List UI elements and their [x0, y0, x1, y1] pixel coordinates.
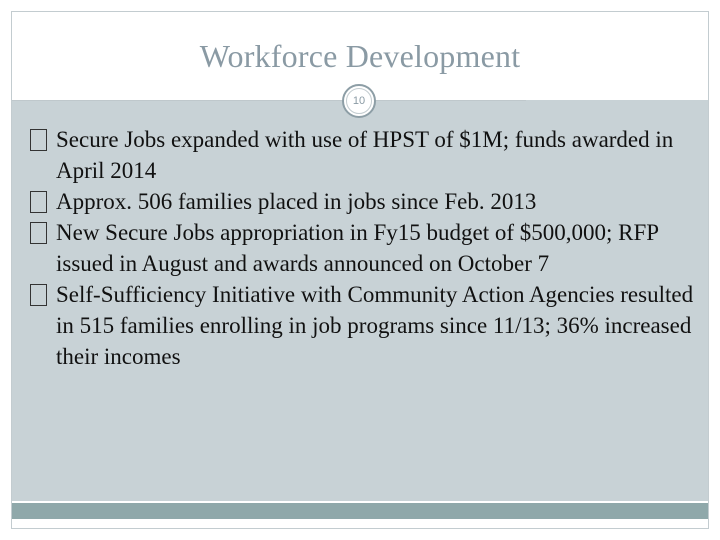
bullet-item: [30, 217, 700, 279]
title-divider-right: [376, 100, 526, 101]
bullet-list: [30, 124, 700, 372]
missing-glyph-box-icon: [30, 191, 47, 213]
bullet-text: Approx. 506 families placed in jobs since Feb. 2013: [56, 189, 537, 214]
bullet-text: Secure Jobs expanded with use of HPST of $1M; funds awarded in April 2014: [56, 127, 674, 183]
bullet-text: Self-Sufficiency Initiative with Community Action Agencies resulted in 515 families enrolling in job programs since 11/13; 36% increased their incomes: [56, 282, 694, 369]
missing-glyph-box-icon: [30, 222, 47, 244]
slide-title: Workforce Development: [199, 38, 521, 74]
missing-glyph-box-icon: [30, 129, 47, 151]
missing-glyph-box-icon: [30, 284, 47, 306]
title-divider-left: [12, 100, 346, 101]
bullet-item: [30, 279, 700, 372]
bullet-item: [30, 124, 700, 186]
bullet-item: [30, 186, 700, 217]
bullet-text: New Secure Jobs appropriation in Fy15 budget of $500,000; RFP issued in August and awards announced on October 7: [56, 220, 659, 276]
slide-number: 10: [352, 95, 366, 107]
footer-bar: [12, 503, 708, 519]
